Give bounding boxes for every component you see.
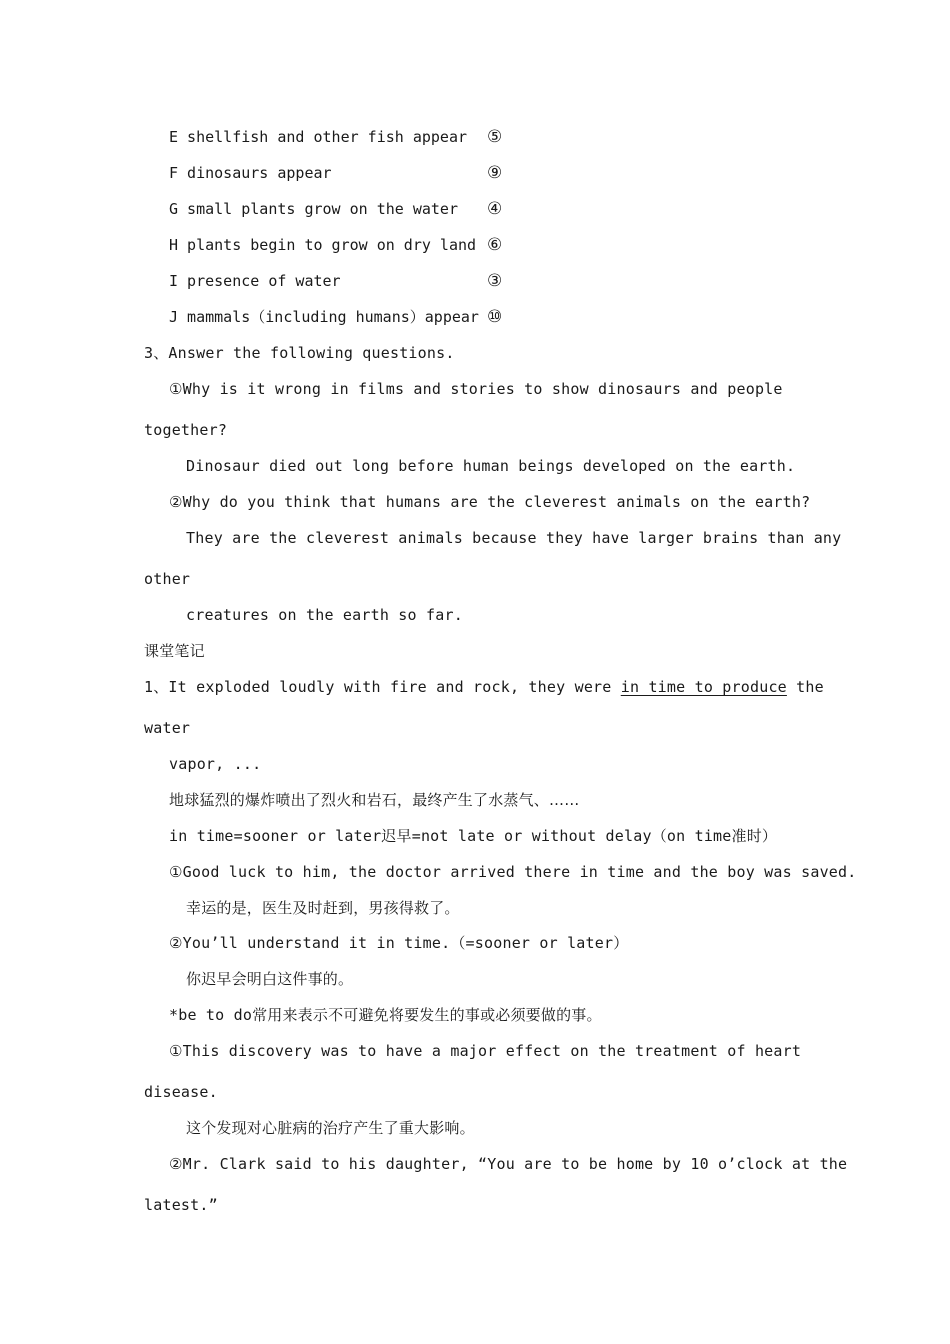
example-line: ②You’ll understand it in time.（=sooner or later） xyxy=(169,934,629,952)
matching-text: H plants begin to grow on dry land xyxy=(169,236,477,254)
matching-text: F dinosaurs appear xyxy=(169,164,332,182)
example-line: ②Mr. Clark said to his daughter, “You are to be home by 10 o’clock at the xyxy=(169,1155,848,1173)
example-line: latest.” xyxy=(144,1196,218,1214)
matching-row xyxy=(169,199,569,219)
example-line: disease. xyxy=(144,1083,218,1101)
question-line: ②Why do you think that humans are the cleverest animals on the earth? xyxy=(169,493,811,511)
answer-line: Dinosaur died out long before human beings developed on the earth. xyxy=(186,457,796,475)
note-translation: 地球猛烈的爆炸喷出了烈火和岩石，最终产生了水蒸气、…… xyxy=(169,791,580,809)
section-heading: 3、Answer the following questions. xyxy=(144,344,455,362)
answer-line: They are the cleverest animals because they have larger brains than any xyxy=(186,529,842,547)
matching-number: ⑩ xyxy=(487,307,503,327)
example-line: ①This discovery was to have a major effect on the treatment of heart xyxy=(169,1042,802,1060)
matching-row xyxy=(169,271,569,291)
question-line: ①Why is it wrong in films and stories to show dinosaurs and people xyxy=(169,380,783,398)
matching-text: G small plants grow on the water xyxy=(169,200,458,218)
note-line: vapor, ... xyxy=(169,755,262,773)
matching-text: J mammals（including humans）appear xyxy=(169,308,479,326)
note-text: the xyxy=(786,678,824,696)
matching-number: ③ xyxy=(487,271,503,291)
grammar-note: *be to do常用来表示不可避免将要发生的事或必须要做的事。 xyxy=(169,1006,602,1024)
example-translation: 你迟早会明白这件事的。 xyxy=(186,970,354,988)
matching-text: E shellfish and other fish appear xyxy=(169,128,468,146)
underlined-phrase: in time to produce xyxy=(620,678,787,696)
matching-number: ⑨ xyxy=(487,163,503,183)
matching-row xyxy=(169,235,569,255)
question-line: together? xyxy=(144,421,228,439)
answer-line: other xyxy=(144,570,191,588)
matching-text: I presence of water xyxy=(169,272,341,290)
example-translation: 幸运的是，医生及时赶到，男孩得救了。 xyxy=(186,899,460,917)
matching-number: ④ xyxy=(487,199,503,219)
note-line: water xyxy=(144,719,191,737)
note-line xyxy=(144,677,824,697)
notes-heading: 课堂笔记 xyxy=(144,642,205,660)
note-text: 1、It exploded loudly with fire and rock, they were xyxy=(144,678,621,696)
example-translation: 这个发现对心脏病的治疗产生了重大影响。 xyxy=(186,1119,475,1137)
definition-line: in time=sooner or later迟早=not late or without delay（on time准时） xyxy=(169,827,778,845)
example-line: ①Good luck to him, the doctor arrived there in time and the boy was saved. xyxy=(169,863,857,881)
matching-row xyxy=(169,307,569,327)
answer-line: creatures on the earth so far. xyxy=(186,606,463,624)
matching-row xyxy=(169,163,569,183)
matching-number: ⑥ xyxy=(487,235,503,255)
matching-row xyxy=(169,127,569,147)
matching-number: ⑤ xyxy=(487,127,503,147)
